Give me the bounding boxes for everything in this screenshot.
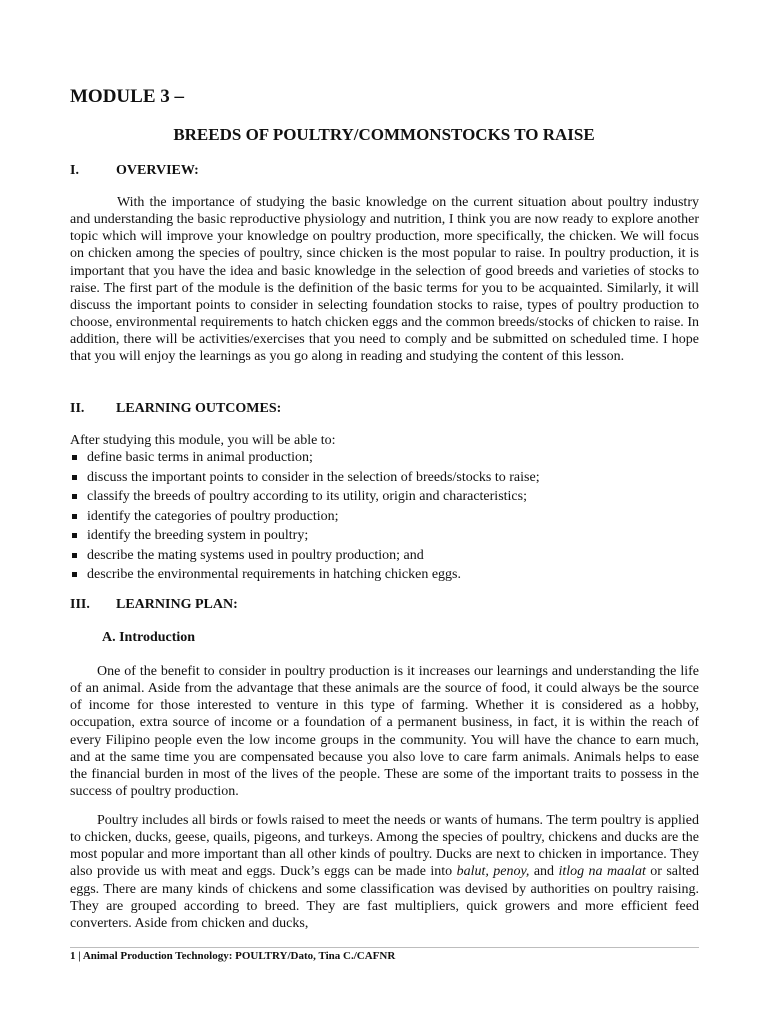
section-number: III. [70, 597, 90, 612]
italic-term: itlog na maalat [558, 864, 646, 880]
overview-paragraph: With the importance of studying the basic knowledge on the current situation about poultry industry and understanding the basic reproductive physiology and nutrition, I think you are now ready to explore another topic which will improve your knowledge on poultry production, more specifically, the chicken. We will focus on chicken among the species of poultry, since chicken is the most popular to raise. In poultry production, it is important that you have the idea and basic knowledge in the selection of good breeds and varieties of stocks to raise. The first part of the module is the definition of the basic terms for you to be acquainted. Similarly, it will discuss the important points to consider in selecting foundation stocks to raise, types of poultry production to choose, environmental requirements to hatch chicken eggs and the common breeds/stocks of chicken to raise. In addition, there will be activities/exercises that you need to comply and be submitted on scheduled time. I hope that you will enjoy the learnings as you go along in reading and studying the content of this lesson. [70, 195, 699, 365]
outcomes-list [70, 449, 540, 586]
poultry-paragraph [70, 812, 699, 932]
footer-divider [70, 947, 699, 948]
introduction-subheading: A. Introduction [102, 630, 196, 645]
paragraph-text: or salted eggs. There are many kinds of chickens and some classification was devised by authorities on poultry raising. They are grouped according to breed. They are fast multipliers, quick growers and more efficient feed converters. Aside from chicken and ducks, [70, 864, 699, 931]
section-title: LEARNING OUTCOMES: [116, 401, 282, 416]
list-item: describe the mating systems used in poultry production; and [70, 547, 540, 567]
page-title: BREEDS OF POULTRY/COMMONSTOCKS TO RAISE [173, 125, 595, 144]
list-item: discuss the important points to consider in the selection of breeds/stocks to raise; [70, 469, 540, 489]
list-item: describe the environmental requirements in hatching chicken eggs. [70, 566, 540, 586]
italic-term: balut, penoy, [456, 864, 530, 880]
list-item: classify the breeds of poultry according to its utility, origin and characteristics; [70, 488, 540, 508]
paragraph-text: and [529, 864, 559, 880]
section-outcomes-heading [70, 401, 281, 417]
list-item: define basic terms in animal production; [70, 449, 540, 469]
section-overview-heading [70, 163, 199, 179]
section-number: I. [70, 163, 79, 178]
page-footer: 1 | Animal Production Technology: POULTRY/Dato, Tina C./CAFNR [70, 950, 396, 962]
section-title: LEARNING PLAN: [116, 597, 238, 612]
list-item: identify the breeding system in poultry; [70, 527, 540, 547]
outcomes-intro: After studying this module, you will be able to: [70, 433, 336, 448]
section-number: II. [70, 401, 85, 416]
introduction-paragraph: One of the benefit to consider in poultry production is it increases our learnings and understanding the life of an animal. Aside from the advantage that these animals are the source of food, it could always be the source of income for those interested to venture in this type of farming. Whether it is considered as a hobby, occupation, extra source of income or a foundation of a permanent business, in fact, it is within the reach of every Filipino people even the low income groups in the community. You will have the chance to earn much, and at the same time you are compensated because you also love to care farm animals. Animals helps to ease the financial burden in most of the lives of the people. These are some of the important traits to possess in the success of poultry production. [70, 664, 699, 800]
section-plan-heading [70, 597, 238, 613]
list-item: identify the categories of poultry production; [70, 508, 540, 528]
section-title: OVERVIEW: [116, 163, 199, 178]
module-label: MODULE 3 – [70, 86, 184, 107]
paragraph-text: Poultry includes all birds or fowls raised to meet the needs or wants of humans. The term poultry is applied to chicken, ducks, geese, quails, pigeons, and turkeys. Among the species of poultry, chickens and ducks are the most popular and more important than all other kinds of poultry. Ducks are next to chicken in importance. They also provide us with meat and eggs. Duck’s eggs can be made into [70, 813, 699, 880]
